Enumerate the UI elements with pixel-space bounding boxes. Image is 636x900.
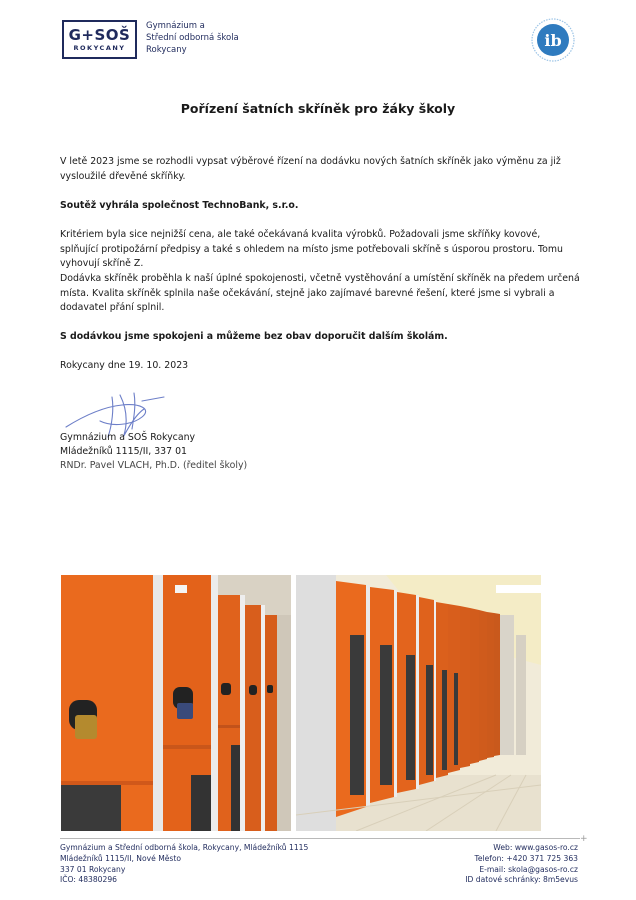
school-name-line2: Střední odborná škola	[146, 33, 239, 43]
signature-line3: RNDr. Pavel VLACH, Ph.D. (ředitel školy)	[60, 460, 248, 471]
school-name-line3: Rokycany	[146, 45, 187, 55]
logo-main-text: G+SOŠ	[68, 26, 131, 44]
paragraph-criteria: Kritériem byla sice nejnižší cena, ale také očekávaná kvalita výrobků. Požadovali jsme skříňky kovové, splňující protipožární předpisy a také s ohledem na místo jsme potřebovali skříně s úsporou prostoru. Tomu vyhovují skříně Z.	[60, 229, 563, 269]
footer-left-line1: Gymnázium a Střední odborná škola, Rokycany, Mládežníků 1115	[60, 843, 309, 852]
footer-left-line4: IČO: 48380296	[60, 875, 118, 885]
logo-sub-text: ROKYCANY	[73, 44, 126, 52]
paragraph-recommendation: S dodávkou jsme spokojeni a můžeme bez obav doporučit dalším školám.	[60, 331, 448, 342]
footer-contacts	[465, 843, 578, 886]
school-name	[146, 20, 239, 56]
footer-mark: +	[580, 834, 588, 844]
footer-left-line2: Mládežníků 1115/II, Nové Město	[60, 853, 182, 863]
footer-databox: ID datové schránky: 8m5evus	[465, 875, 578, 885]
signature-line2: Mládežníků 1115/II, 337 01	[60, 446, 187, 457]
ib-logo-text: ib	[544, 31, 562, 50]
paragraph-winner: Soutěž vyhrála společnost TechnoBank, s.r.o.	[60, 200, 299, 211]
footer-email[interactable]: E-mail: skola@gasos-ro.cz	[479, 864, 578, 874]
footer-phone: Telefon: +420 371 725 363	[474, 853, 578, 863]
locker-photo-corridor	[296, 575, 541, 831]
locker-photo-closeup	[61, 575, 291, 831]
footer-divider	[60, 838, 580, 839]
paragraph-delivery: Dodávka skříněk proběhla k naší úplné spokojenosti, včetně vystěhování a umístění skříněk na předem určená místa. Kvalita skříněk splnila naše očekávání, stejně jako zajímavé barevné řešení, které jsme si vybrali a dodavatel přání splnil.	[60, 273, 580, 313]
signature-line1: Gymnázium a SOŠ Rokycany	[60, 432, 196, 443]
footer-left-line3: 337 01 Rokycany	[60, 864, 126, 874]
footer-address	[60, 843, 308, 886]
footer-web[interactable]: Web: www.gasos-ro.cz	[493, 843, 578, 852]
school-name-line1: Gymnázium a	[146, 21, 205, 31]
paragraph-intro: V letě 2023 jsme se rozhodli vypsat výběrové řízení na dodávku nových šatních skříněk jako výměnu za již vysloužilé dřevěné skříňky.	[60, 156, 561, 182]
page-title: Pořízení šatních skříněk pro žáky školy	[180, 101, 456, 116]
school-logo	[62, 20, 137, 59]
letter-date: Rokycany dne 19. 10. 2023	[60, 360, 189, 371]
ib-logo-icon	[530, 17, 576, 63]
